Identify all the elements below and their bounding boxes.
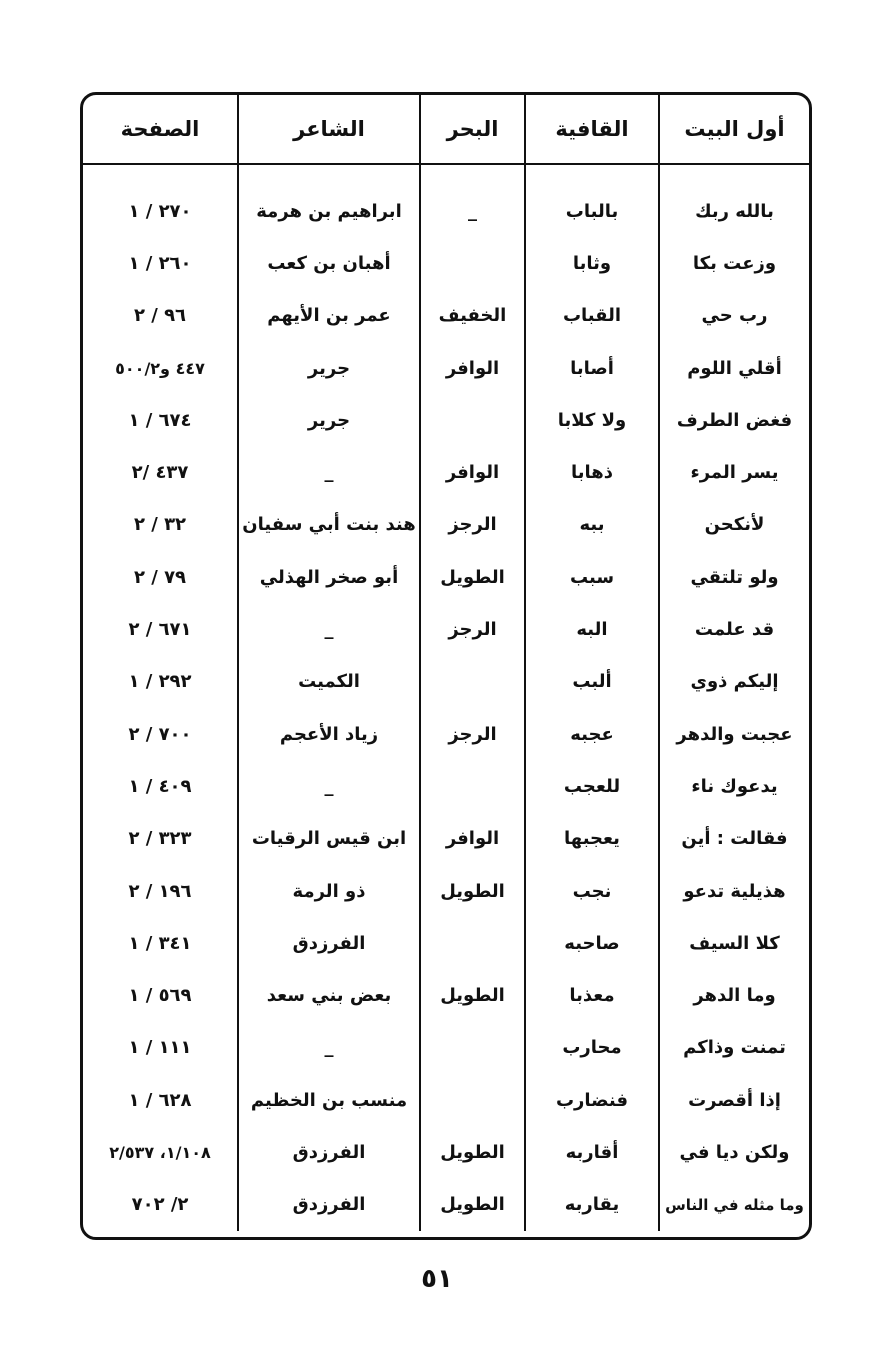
cell-verse: تمنت وذاكم <box>683 1037 786 1059</box>
table-row <box>83 1126 809 1178</box>
cell-meter <box>420 1022 525 1074</box>
cell-meter <box>420 656 525 708</box>
cell-meter: الوافر <box>420 342 525 394</box>
cell-verse: فقالت : أين <box>681 828 788 850</box>
cell-poet: ذو الرمة <box>238 865 420 917</box>
cell-meter: _ <box>420 164 525 237</box>
table-row <box>83 290 809 342</box>
cell-page: ٢٧٠ / ١ <box>83 164 238 237</box>
cell-rhyme: صاحبه <box>525 917 659 969</box>
cell-meter: الرجز <box>420 603 525 655</box>
cell-page: ٤٤٧ و٥٠٠/٢ <box>83 342 238 394</box>
cell-rhyme: معذبا <box>525 969 659 1021</box>
table-row <box>83 917 809 969</box>
cell-rhyme: فنضارب <box>525 1074 659 1126</box>
cell-rhyme: ألبب <box>525 656 659 708</box>
cell-rhyme: محارب <box>525 1022 659 1074</box>
cell-page: ٥٦٩ / ١ <box>83 969 238 1021</box>
cell-rhyme: نجب <box>525 865 659 917</box>
cell-rhyme: أصابا <box>525 342 659 394</box>
cell-page: ٢/ ٧٠٢ <box>83 1179 238 1231</box>
cell-page: ١٩٦ / ٢ <box>83 865 238 917</box>
cell-verse: لأنكحن <box>704 514 765 536</box>
cell-meter: الخفيف <box>420 290 525 342</box>
cell-verse: فغض الطرف <box>676 409 793 431</box>
cell-poet: زياد الأعجم <box>238 708 420 760</box>
cell-page: ٧٩ / ٢ <box>83 551 238 603</box>
cell-poet: _ <box>238 446 420 498</box>
cell-rhyme: أقاربه <box>525 1126 659 1178</box>
cell-poet: هند بنت أبي سفيان <box>238 499 420 551</box>
cell-poet: بعض بني سعد <box>238 969 420 1021</box>
table-row <box>83 499 809 551</box>
table-row <box>83 760 809 812</box>
cell-poet: أهبان بن كعب <box>238 237 420 289</box>
cell-rhyme: للعجب <box>525 760 659 812</box>
cell-rhyme: بالباب <box>525 164 659 237</box>
cell-poet: _ <box>238 603 420 655</box>
table-row <box>83 1074 809 1126</box>
table-row <box>83 164 809 237</box>
header-row <box>83 95 809 164</box>
cell-page: ٣٤١ / ١ <box>83 917 238 969</box>
cell-poet: الفرزدق <box>238 917 420 969</box>
cell-meter: الطويل <box>420 969 525 1021</box>
cell-page: ٢٦٠ / ١ <box>83 237 238 289</box>
cell-poet: _ <box>238 760 420 812</box>
table-row <box>83 603 809 655</box>
header-page: الصفحة <box>83 95 238 164</box>
cell-rhyme: وثابا <box>525 237 659 289</box>
cell-poet: الفرزدق <box>238 1179 420 1231</box>
cell-meter: الرجز <box>420 708 525 760</box>
cell-rhyme: يقاربه <box>525 1179 659 1231</box>
page-number: ٥١ <box>421 1264 453 1294</box>
cell-page: ٣٢ / ٢ <box>83 499 238 551</box>
cell-meter: الطويل <box>420 865 525 917</box>
cell-page: ٤٣٧ /٢ <box>83 446 238 498</box>
cell-page: ٢٩٢ / ١ <box>83 656 238 708</box>
cell-page: ٧٠٠ / ٢ <box>83 708 238 760</box>
cell-verse: إليكم ذوي <box>690 671 779 693</box>
cell-poet: جرير <box>238 342 420 394</box>
cell-poet: _ <box>238 1022 420 1074</box>
cell-meter: الوافر <box>420 813 525 865</box>
cell-verse: وما الدهر <box>693 985 776 1007</box>
cell-poet: ابن قيس الرقيات <box>238 813 420 865</box>
header-poet: الشاعر <box>238 95 420 164</box>
cell-verse: بالله ربك <box>695 200 774 222</box>
cell-page: ٦٢٨ / ١ <box>83 1074 238 1126</box>
cell-verse: يدعوك ناء <box>691 775 778 797</box>
cell-poet: الفرزدق <box>238 1126 420 1178</box>
cell-meter: الرجز <box>420 499 525 551</box>
cell-meter: الطويل <box>420 1126 525 1178</box>
cell-verse: يسر المرء <box>690 462 779 484</box>
cell-page: ٣٢٣ / ٢ <box>83 813 238 865</box>
table-row <box>83 446 809 498</box>
cell-meter <box>420 237 525 289</box>
cell-verse: وما مثله في الناس <box>665 1195 804 1214</box>
index-table-frame <box>80 92 812 1240</box>
table-row <box>83 1022 809 1074</box>
cell-meter: الطويل <box>420 1179 525 1231</box>
table-row <box>83 708 809 760</box>
cell-poet: الكميت <box>238 656 420 708</box>
cell-rhyme: سبب <box>525 551 659 603</box>
header-verse-start: أول البيت <box>659 95 809 164</box>
cell-rhyme: عجبه <box>525 708 659 760</box>
cell-page: ٤٠٩ / ١ <box>83 760 238 812</box>
cell-page: ٦٧٤ / ١ <box>83 394 238 446</box>
cell-verse: هذيلية تدعو <box>683 880 786 902</box>
table-row <box>83 342 809 394</box>
table-row <box>83 237 809 289</box>
cell-meter <box>420 394 525 446</box>
table-row <box>83 551 809 603</box>
table-row <box>83 813 809 865</box>
cell-verse: ولكن ديا في <box>679 1141 790 1163</box>
table-row <box>83 1179 809 1231</box>
cell-verse: رب حي <box>701 305 768 327</box>
cell-rhyme: ذهابا <box>525 446 659 498</box>
cell-poet: أبو صخر الهذلي <box>238 551 420 603</box>
cell-page: ١/١٠٨، ٢/٥٣٧ <box>83 1126 238 1178</box>
table-row <box>83 394 809 446</box>
header-rhyme: القافية <box>525 95 659 164</box>
cell-rhyme: القباب <box>525 290 659 342</box>
cell-poet: جرير <box>238 394 420 446</box>
cell-meter <box>420 917 525 969</box>
cell-rhyme: ببه <box>525 499 659 551</box>
cell-rhyme: ولا كلابا <box>525 394 659 446</box>
table-body <box>83 164 809 1231</box>
cell-page: ١١١ / ١ <box>83 1022 238 1074</box>
cell-meter <box>420 1074 525 1126</box>
cell-poet: عمر بن الأيهم <box>238 290 420 342</box>
cell-meter: الطويل <box>420 551 525 603</box>
cell-poet: ابراهيم بن هرمة <box>238 164 420 237</box>
header-meter: البحر <box>420 95 525 164</box>
cell-verse: وزعت بكا <box>692 252 777 274</box>
verse-index-table <box>83 95 809 1231</box>
table-row <box>83 969 809 1021</box>
cell-rhyme: البه <box>525 603 659 655</box>
cell-verse: قد علمت <box>694 619 775 641</box>
cell-verse: ولو تلتقي <box>690 566 779 588</box>
cell-poet: منسب بن الخظيم <box>238 1074 420 1126</box>
table-row <box>83 865 809 917</box>
cell-meter: الوافر <box>420 446 525 498</box>
cell-verse: أقلي اللوم <box>687 357 782 379</box>
cell-page: ٦٧١ / ٢ <box>83 603 238 655</box>
cell-verse: كلا السيف <box>689 932 780 954</box>
cell-verse: إذا أقصرت <box>688 1089 781 1111</box>
cell-verse: عجبت والدهر <box>676 723 793 745</box>
cell-meter <box>420 760 525 812</box>
table-row <box>83 656 809 708</box>
cell-rhyme: يعجبها <box>525 813 659 865</box>
cell-page: ٩٦ / ٢ <box>83 290 238 342</box>
